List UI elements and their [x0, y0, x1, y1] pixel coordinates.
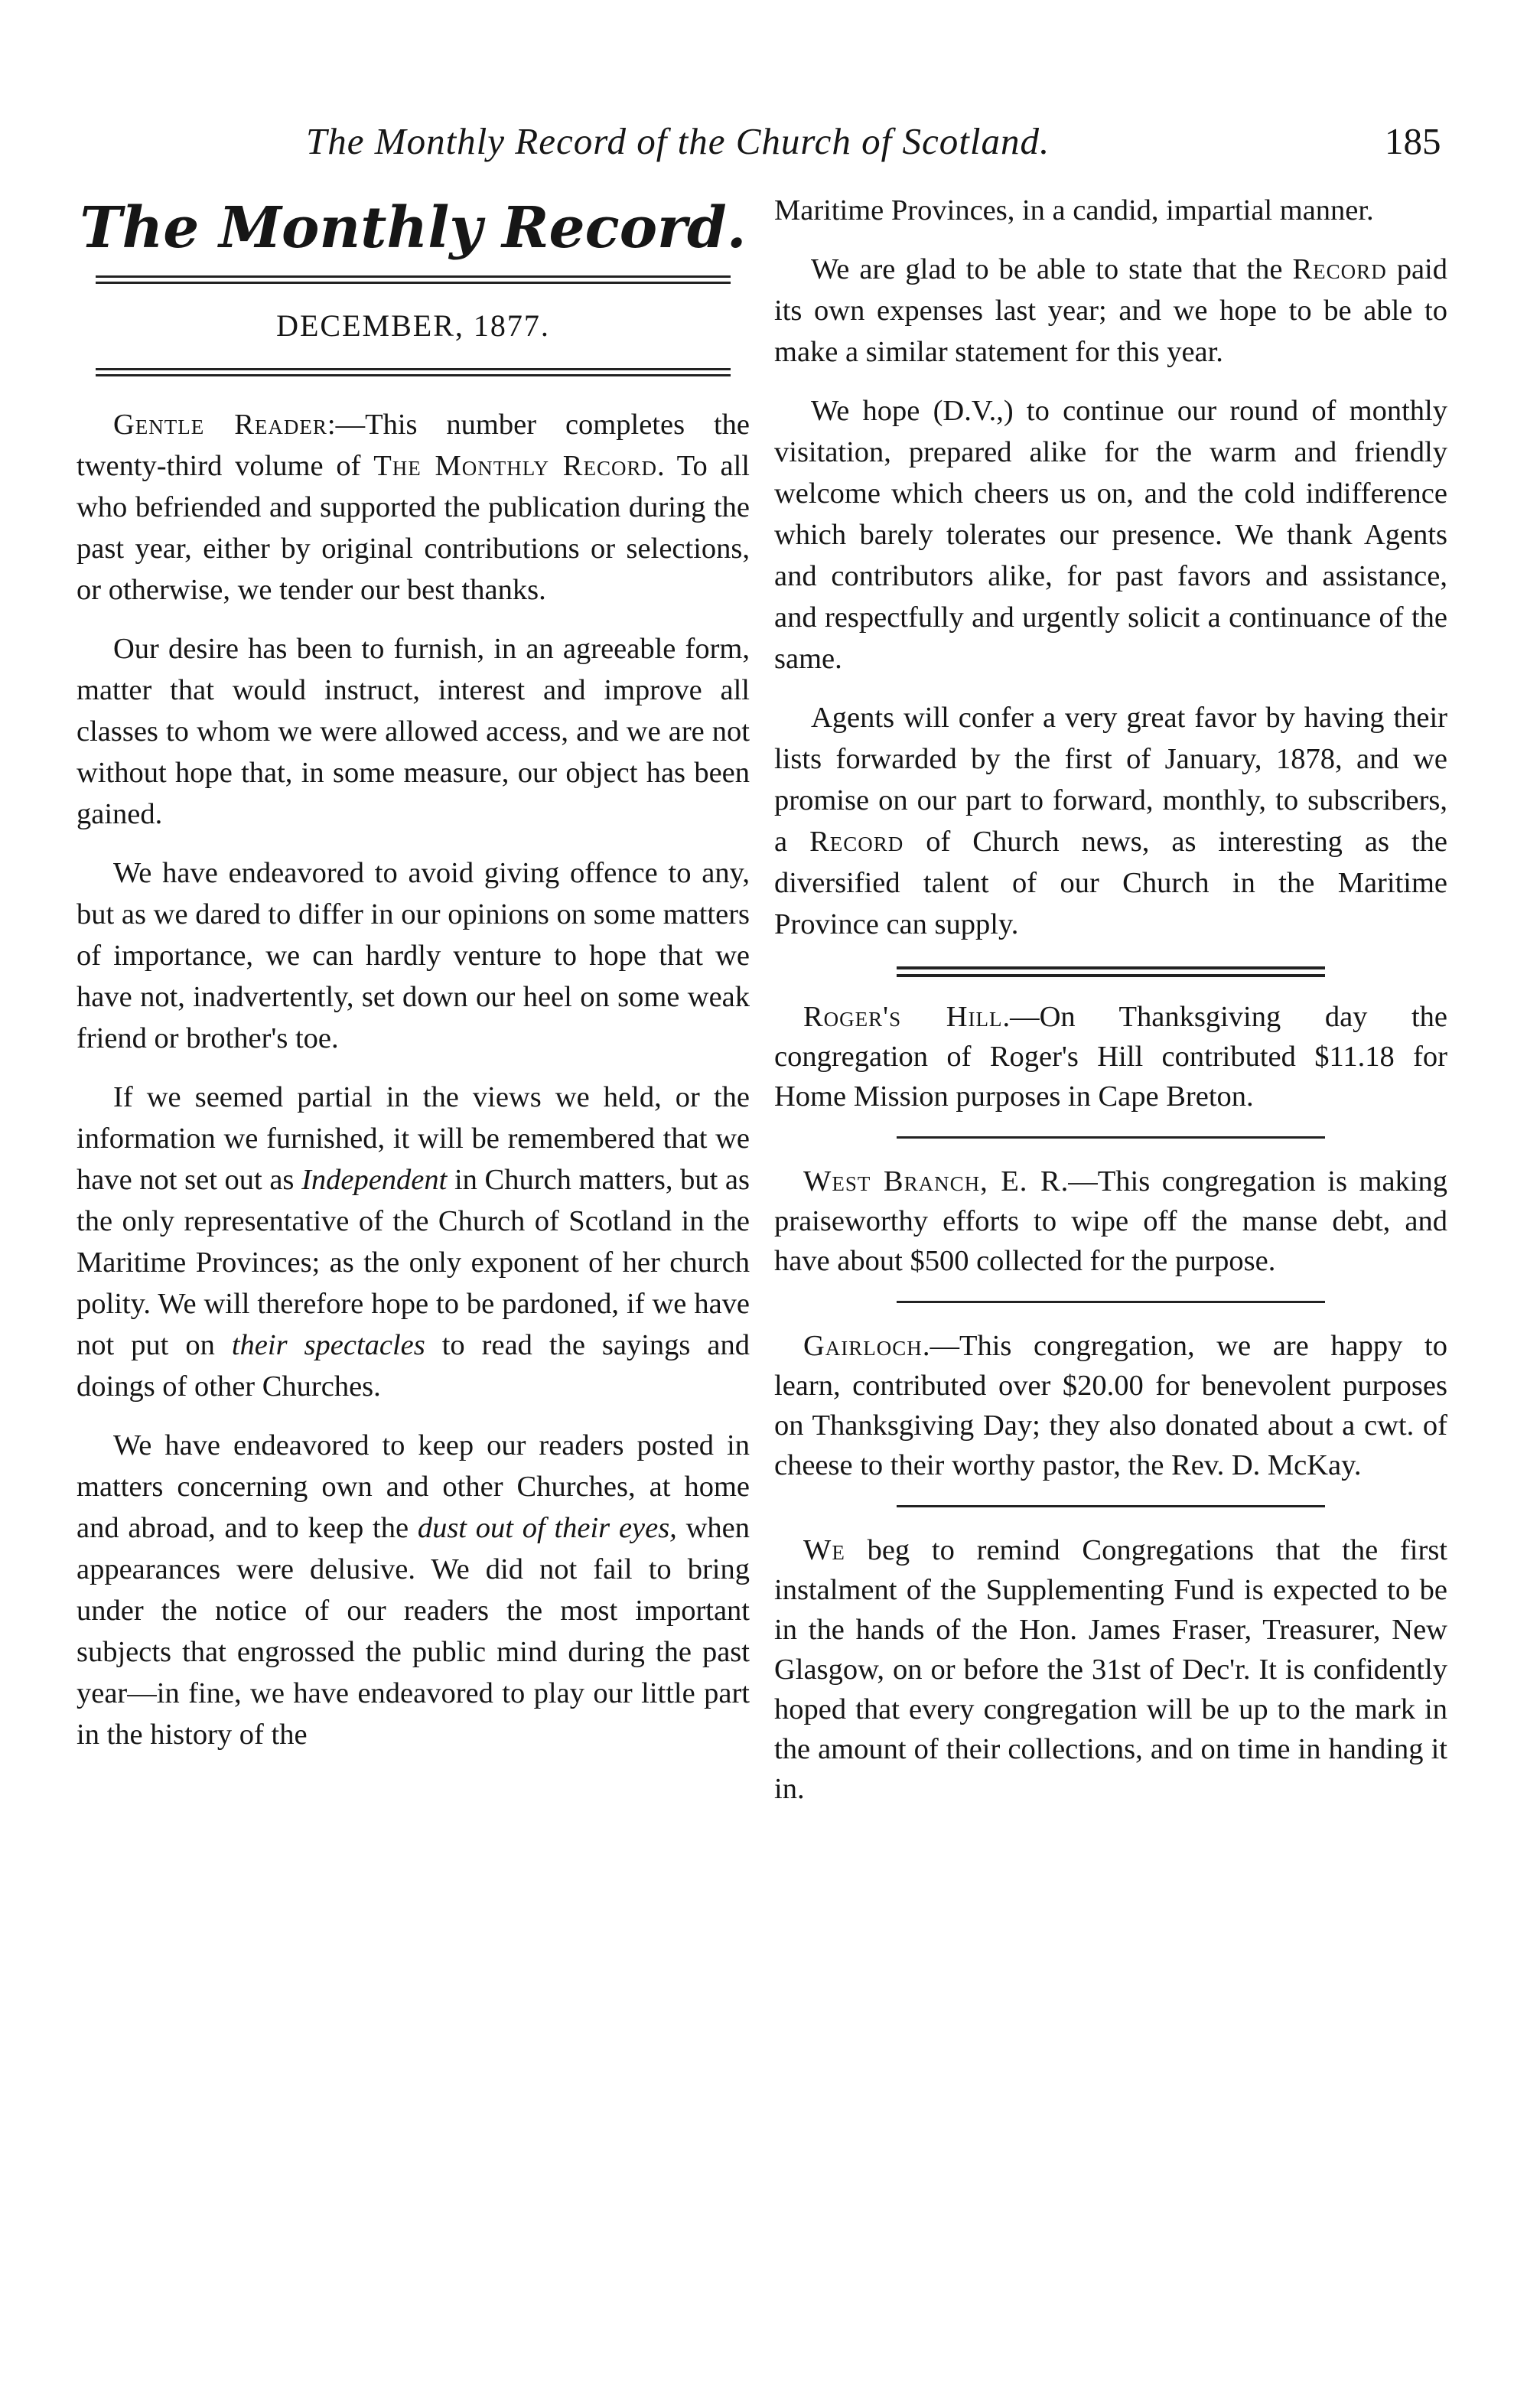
paragraph-agents: Agents will confer a very great favor by having their lists forwarded by the first of January, 1878, and we promise on our part to forward, monthly, to subscribers, a Record of Church news, as interesting as the diversified talent of our Church in the Maritime Province can supply.	[774, 702, 1447, 940]
lead-in: Gentle Reader	[113, 409, 327, 441]
notice-divider	[897, 1505, 1325, 1507]
section-rule	[897, 966, 1325, 977]
notice-west-branch: West Branch, E. R.—This congregation is making praiseworthy efforts to wipe off the manse debt, and have about $500 collected for the purpose.	[774, 1165, 1447, 1277]
paragraph-desire: Our desire has been to furnish, in an agreeable form, matter that would instruct, interest and improve all classes to whom we were allowed access, and we are not without hope that, in some measure, our object has been gained.	[77, 633, 750, 830]
paragraph-partial: If we seemed partial in the views we held, or the information we furnished, it will be remembered that we have not set out as Independent in Church matters, but as the only representative of the Church of Scotland in the Maritime Provinces; as the only exponent of her church polity. We will therefore hope to be pardoned, if we have not put on their spectacles to read the sayings and doings of other Churches.	[77, 1081, 750, 1403]
double-rule	[96, 368, 731, 376]
paragraph-expenses: We are glad to be able to state that the Record paid its own expenses last year; and we hope to be able to make a similar statement for this year.	[774, 253, 1447, 368]
paragraph-continued: Maritime Provinces, in a candid, impartial manner.	[774, 194, 1374, 226]
page-number: 185	[1385, 120, 1441, 162]
issue-date: DECEMBER, 1877.	[276, 308, 550, 343]
masthead-title: The Monthly Record.	[80, 195, 747, 261]
notice-divider	[897, 1301, 1325, 1303]
notice-divider	[897, 1136, 1325, 1139]
left-column	[77, 190, 750, 1773]
double-rule	[96, 275, 731, 284]
notice-rogers-hill: Roger's Hill.—On Thanksgiving day the congregation of Roger's Hill contributed $11.18 for Home Mission purposes in Cape Breton.	[774, 1001, 1447, 1113]
paragraph-visitation: We hope (D.V.,) to continue our round of monthly visitation, prepared alike for the warm and friendly welcome which cheers us on, and the cold indifference which barely tolerates our presence. We thank Agents and contributors alike, for past favors and assistance, and respectfully and urgently solicit a continuance of the same.	[774, 395, 1447, 675]
right-column	[774, 190, 1447, 1809]
paragraph-readers: We have endeavored to keep our readers posted in matters concerning own and other Churches, at home and abroad, and to keep the dust out of their eyes, when appearances were delusive. We did not fail to bring under the notice of our readers the most important subjects that engrossed the public mind during the past year—in fine, we have endeavored to play our little part in the history of the	[77, 1429, 750, 1751]
notice-supplementing-fund: We beg to remind Congregations that the first instalment of the Supplementing Fund is expected to be in the hands of the Hon. James Fraser, Treasurer, New Glasgow, on or before the 31st of Dec'r. It is confidently hoped that every congregation will be up to the mark in the amount of their collections, and on time in handing it in.	[774, 1534, 1447, 1805]
paragraph-gentle-reader: Gentle Reader:—This number completes the twenty-third volume of The Monthly Record. To all who befriended and supported the publication during the past year, either by original contributions or selections, or otherwise, we tender our best thanks.	[77, 409, 750, 606]
page-header	[0, 115, 1540, 168]
running-title: The Monthly Record of the Church of Scotland.	[306, 120, 1050, 162]
notice-gairloch: Gairloch.—This congregation, we are happy to learn, contributed over $20.00 for benevolent purposes on Thanksgiving Day; they also donated about a cwt. of cheese to their worthy pastor, the Rev. D. McKay.	[774, 1330, 1447, 1481]
publication-name: The Monthly Record	[373, 450, 657, 482]
paragraph-offence: We have endeavored to avoid giving offence to any, but as we dared to differ in our opinions on some matters of importance, we can hardly venture to hope that we have not, inadvertently, set down our heel on some weak friend or brother's toe.	[77, 857, 750, 1054]
